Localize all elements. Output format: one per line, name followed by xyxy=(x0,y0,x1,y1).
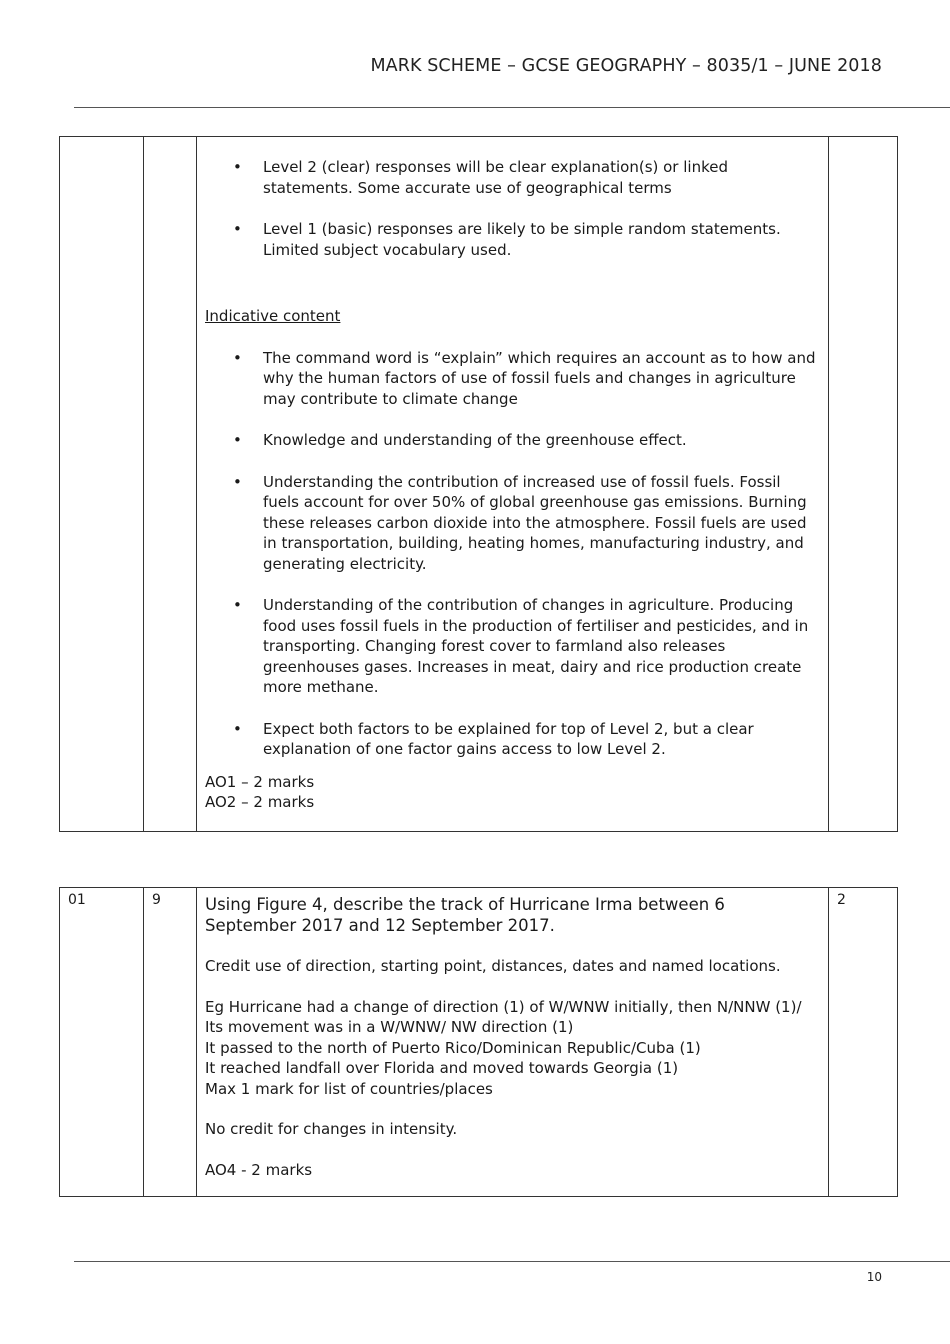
example-line: Max 1 mark for list of countries/places xyxy=(205,1079,493,1098)
level-2-descriptor: • Level 2 (clear) responses will be clear explanation(s) or linked statements. Some accurate use of geographical terms xyxy=(205,157,820,198)
marks-cell xyxy=(829,888,898,1197)
page-header: MARK SCHEME – GCSE GEOGRAPHY – 8035/1 – JUNE 2018 xyxy=(370,56,882,76)
indicative-content-list xyxy=(205,348,820,760)
indicative-content-heading: Indicative content xyxy=(205,307,341,325)
header-rule xyxy=(74,107,950,108)
ao4-marks: AO4 - 2 marks xyxy=(205,1160,313,1179)
page-number: 10 xyxy=(866,1270,882,1284)
question-part-cell xyxy=(144,137,197,832)
indicative-point: • Understanding of the contribution of changes in agriculture. Producing food uses fossil fuels in the production of fertiliser and pesticides, and in transporting. Changing forest cover to farmland also releases greenhouses gases. Increases in meat, dairy and rice production create more methane. xyxy=(205,595,820,698)
indicative-point: • Understanding the contribution of increased use of fossil fuels. Fossil fuels account for over 50% of global greenhouse gas emissions. Burning these releases carbon dioxide into the atmosphere. Fossil fuels are used in transportation, building, heating homes, manufacturing industry, and generating electricity. xyxy=(205,472,820,575)
level-1-descriptor: • Level 1 (basic) responses are likely to be simple random statements. Limited subject vocabulary used. xyxy=(205,219,820,260)
question-text: Using Figure 4, describe the track of Hurricane Irma between 6 September 2017 and 12 September 2017. xyxy=(205,895,725,935)
total-marks: 2 xyxy=(837,892,846,908)
guidance-cell xyxy=(197,137,829,832)
example-line: It passed to the north of Puerto Rico/Dominican Republic/Cuba (1) xyxy=(205,1038,701,1057)
example-line: It reached landfall over Florida and moved towards Georgia (1) xyxy=(205,1059,679,1077)
level-descriptors xyxy=(205,157,820,260)
mark-scheme-table-question-01-9 xyxy=(59,887,898,1197)
ao2-marks: AO2 – 2 marks xyxy=(205,793,315,811)
question-part-cell xyxy=(144,888,197,1197)
indicative-point: • Expect both factors to be explained for top of Level 2, but a clear explanation of one factor gains access to low Level 2. xyxy=(205,719,820,760)
example-line: Eg Hurricane had a change of direction (1) of W/WNW initially, then N/NNW (1)/ xyxy=(205,997,802,1016)
example-answers xyxy=(205,997,820,1100)
footer-rule xyxy=(74,1261,950,1262)
example-line: Its movement was in a W/WNW/ NW direction (1) xyxy=(205,1018,574,1036)
mark-scheme-table-continued xyxy=(59,136,898,832)
no-credit-note: No credit for changes in intensity. xyxy=(205,1120,458,1138)
question-number: 01 xyxy=(68,892,86,908)
question-number-cell xyxy=(60,888,144,1197)
question-part: 9 xyxy=(152,892,161,908)
credit-guidance: Credit use of direction, starting point, distances, dates and named locations. xyxy=(205,957,781,975)
ao1-marks: AO1 – 2 marks xyxy=(205,772,315,791)
guidance-cell xyxy=(197,888,829,1197)
indicative-point: • The command word is “explain” which requires an account as to how and why the human factors of use of fossil fuels and changes in agriculture may contribute to climate change xyxy=(205,348,820,410)
indicative-point: • Knowledge and understanding of the greenhouse effect. xyxy=(205,430,820,451)
question-number-cell xyxy=(60,137,144,832)
marks-cell xyxy=(829,137,898,832)
